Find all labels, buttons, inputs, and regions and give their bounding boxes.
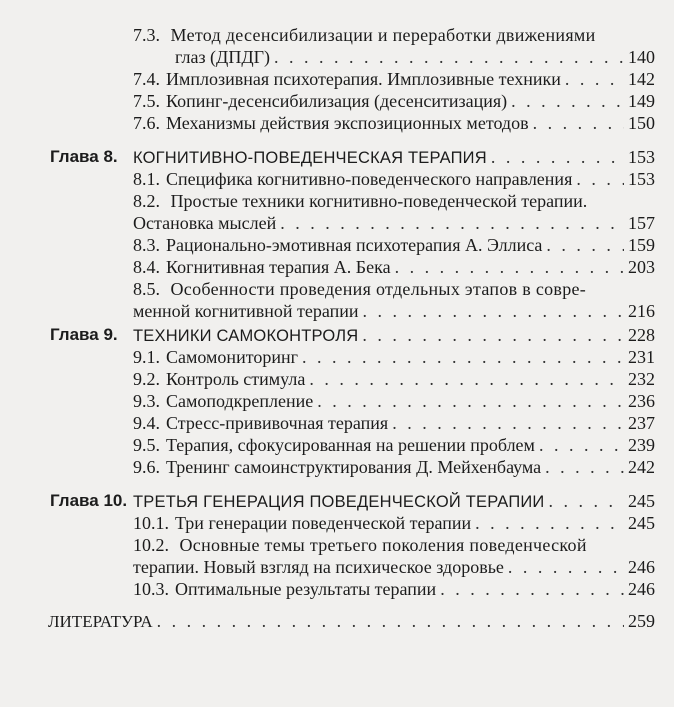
toc-entry-10-2: 10.2. Основные темы третьего поколения поведенческой xyxy=(133,535,587,555)
leader-dots xyxy=(491,146,624,168)
toc-entry-10-1: 10.1. Три генерации поведенческой терапии . . . 245 xyxy=(133,512,655,534)
toc-entry-8-1: 8.1. Специфика когнитивно-поведенческого направления . . . 153 xyxy=(133,168,655,190)
leader-dots xyxy=(549,490,625,512)
chapter-8-label: Глава 8. xyxy=(50,147,118,166)
toc-entry-7-3-cont: глаз (ДПДГ) . . . 140 xyxy=(175,46,655,68)
toc-entry-8-5-cont: менной когнитивной терапии . . . 216 xyxy=(133,300,655,322)
leader-dots xyxy=(395,256,624,278)
toc-entry-7-6: 7.6. Механизмы действия экспозиционных методов . . . 150 xyxy=(133,112,655,134)
leader-dots xyxy=(362,324,624,346)
leader-dots xyxy=(533,112,624,134)
leader-dots xyxy=(565,68,624,90)
leader-dots xyxy=(508,556,624,578)
leader-dots xyxy=(280,212,624,234)
toc-entry-8-3: 8.3. Рационально-эмотивная психотерапия А. Эллиса . . . 159 xyxy=(133,234,655,256)
leader-dots xyxy=(545,456,624,478)
leader-dots xyxy=(317,390,624,412)
toc-entry-7-3: 7.3. Метод десенсибилизации и переработки движениями xyxy=(133,25,596,45)
toc-entry-9-2: 9.2. Контроль стимула . . . 232 xyxy=(133,368,655,390)
toc-literature: ЛИТЕРАТУРА . . . 259 xyxy=(48,610,655,633)
toc-entry-10-2-cont: терапии. Новый взгляд на психическое здоровье . . . 246 xyxy=(133,556,655,578)
toc-entry-9-5: 9.5. Терапия, сфокусированная на решении проблем . . . 239 xyxy=(133,434,655,456)
toc-entry-7-5: 7.5. Копинг-десенсибилизация (десенситизация) . . . 149 xyxy=(133,90,655,112)
leader-dots xyxy=(511,90,624,112)
toc-entry-8-4: 8.4. Когнитивная терапия А. Бека . . . 203 xyxy=(133,256,655,278)
leader-dots xyxy=(363,300,624,322)
toc-entry-10-3: 10.3. Оптимальные результаты терапии . . . 246 xyxy=(133,578,655,600)
leader-dots xyxy=(274,46,624,68)
toc-entry-9-6: 9.6. Тренинг самоинструктирования Д. Мейхенбаума . . . 242 xyxy=(133,456,655,478)
toc-entry-7-4: 7.4. Имплозивная психотерапия. Имплозивные техники . . . 142 xyxy=(133,68,655,90)
toc-entry-9-1: 9.1. Самомониторинг . . . 231 xyxy=(133,346,655,368)
leader-dots xyxy=(546,234,624,256)
leader-dots xyxy=(475,512,624,534)
chapter-10-label: Глава 10. xyxy=(50,491,128,510)
toc-entry-8-2-cont: Остановка мыслей . . . 157 xyxy=(133,212,655,234)
leader-dots xyxy=(309,368,624,390)
chapter-10-heading: ТРЕТЬЯ ГЕНЕРАЦИЯ ПОВЕДЕНЧЕСКОЙ ТЕРАПИИ . . . 245 xyxy=(133,490,655,513)
toc-entry-8-5: 8.5. Особенности проведения отдельных этапов в совре- xyxy=(133,279,587,299)
chapter-9-label: Глава 9. xyxy=(50,325,118,344)
chapter-8-heading: КОГНИТИВНО-ПОВЕДЕНЧЕСКАЯ ТЕРАПИЯ . . . 153 xyxy=(133,146,655,169)
leader-dots xyxy=(392,412,624,434)
leader-dots xyxy=(440,578,624,600)
leader-dots xyxy=(539,434,624,456)
toc-entry-9-3: 9.3. Самоподкрепление . . . 236 xyxy=(133,390,655,412)
leader-dots xyxy=(576,168,624,190)
leader-dots xyxy=(302,346,624,368)
chapter-9-heading: ТЕХНИКИ САМОКОНТРОЛЯ . . . 228 xyxy=(133,324,655,347)
toc-entry-8-2: 8.2. Простые техники когнитивно-поведенческой терапии. xyxy=(133,191,588,211)
leader-dots xyxy=(157,610,624,632)
toc-entry-9-4: 9.4. Стресс-прививочная терапия . . . 237 xyxy=(133,412,655,434)
